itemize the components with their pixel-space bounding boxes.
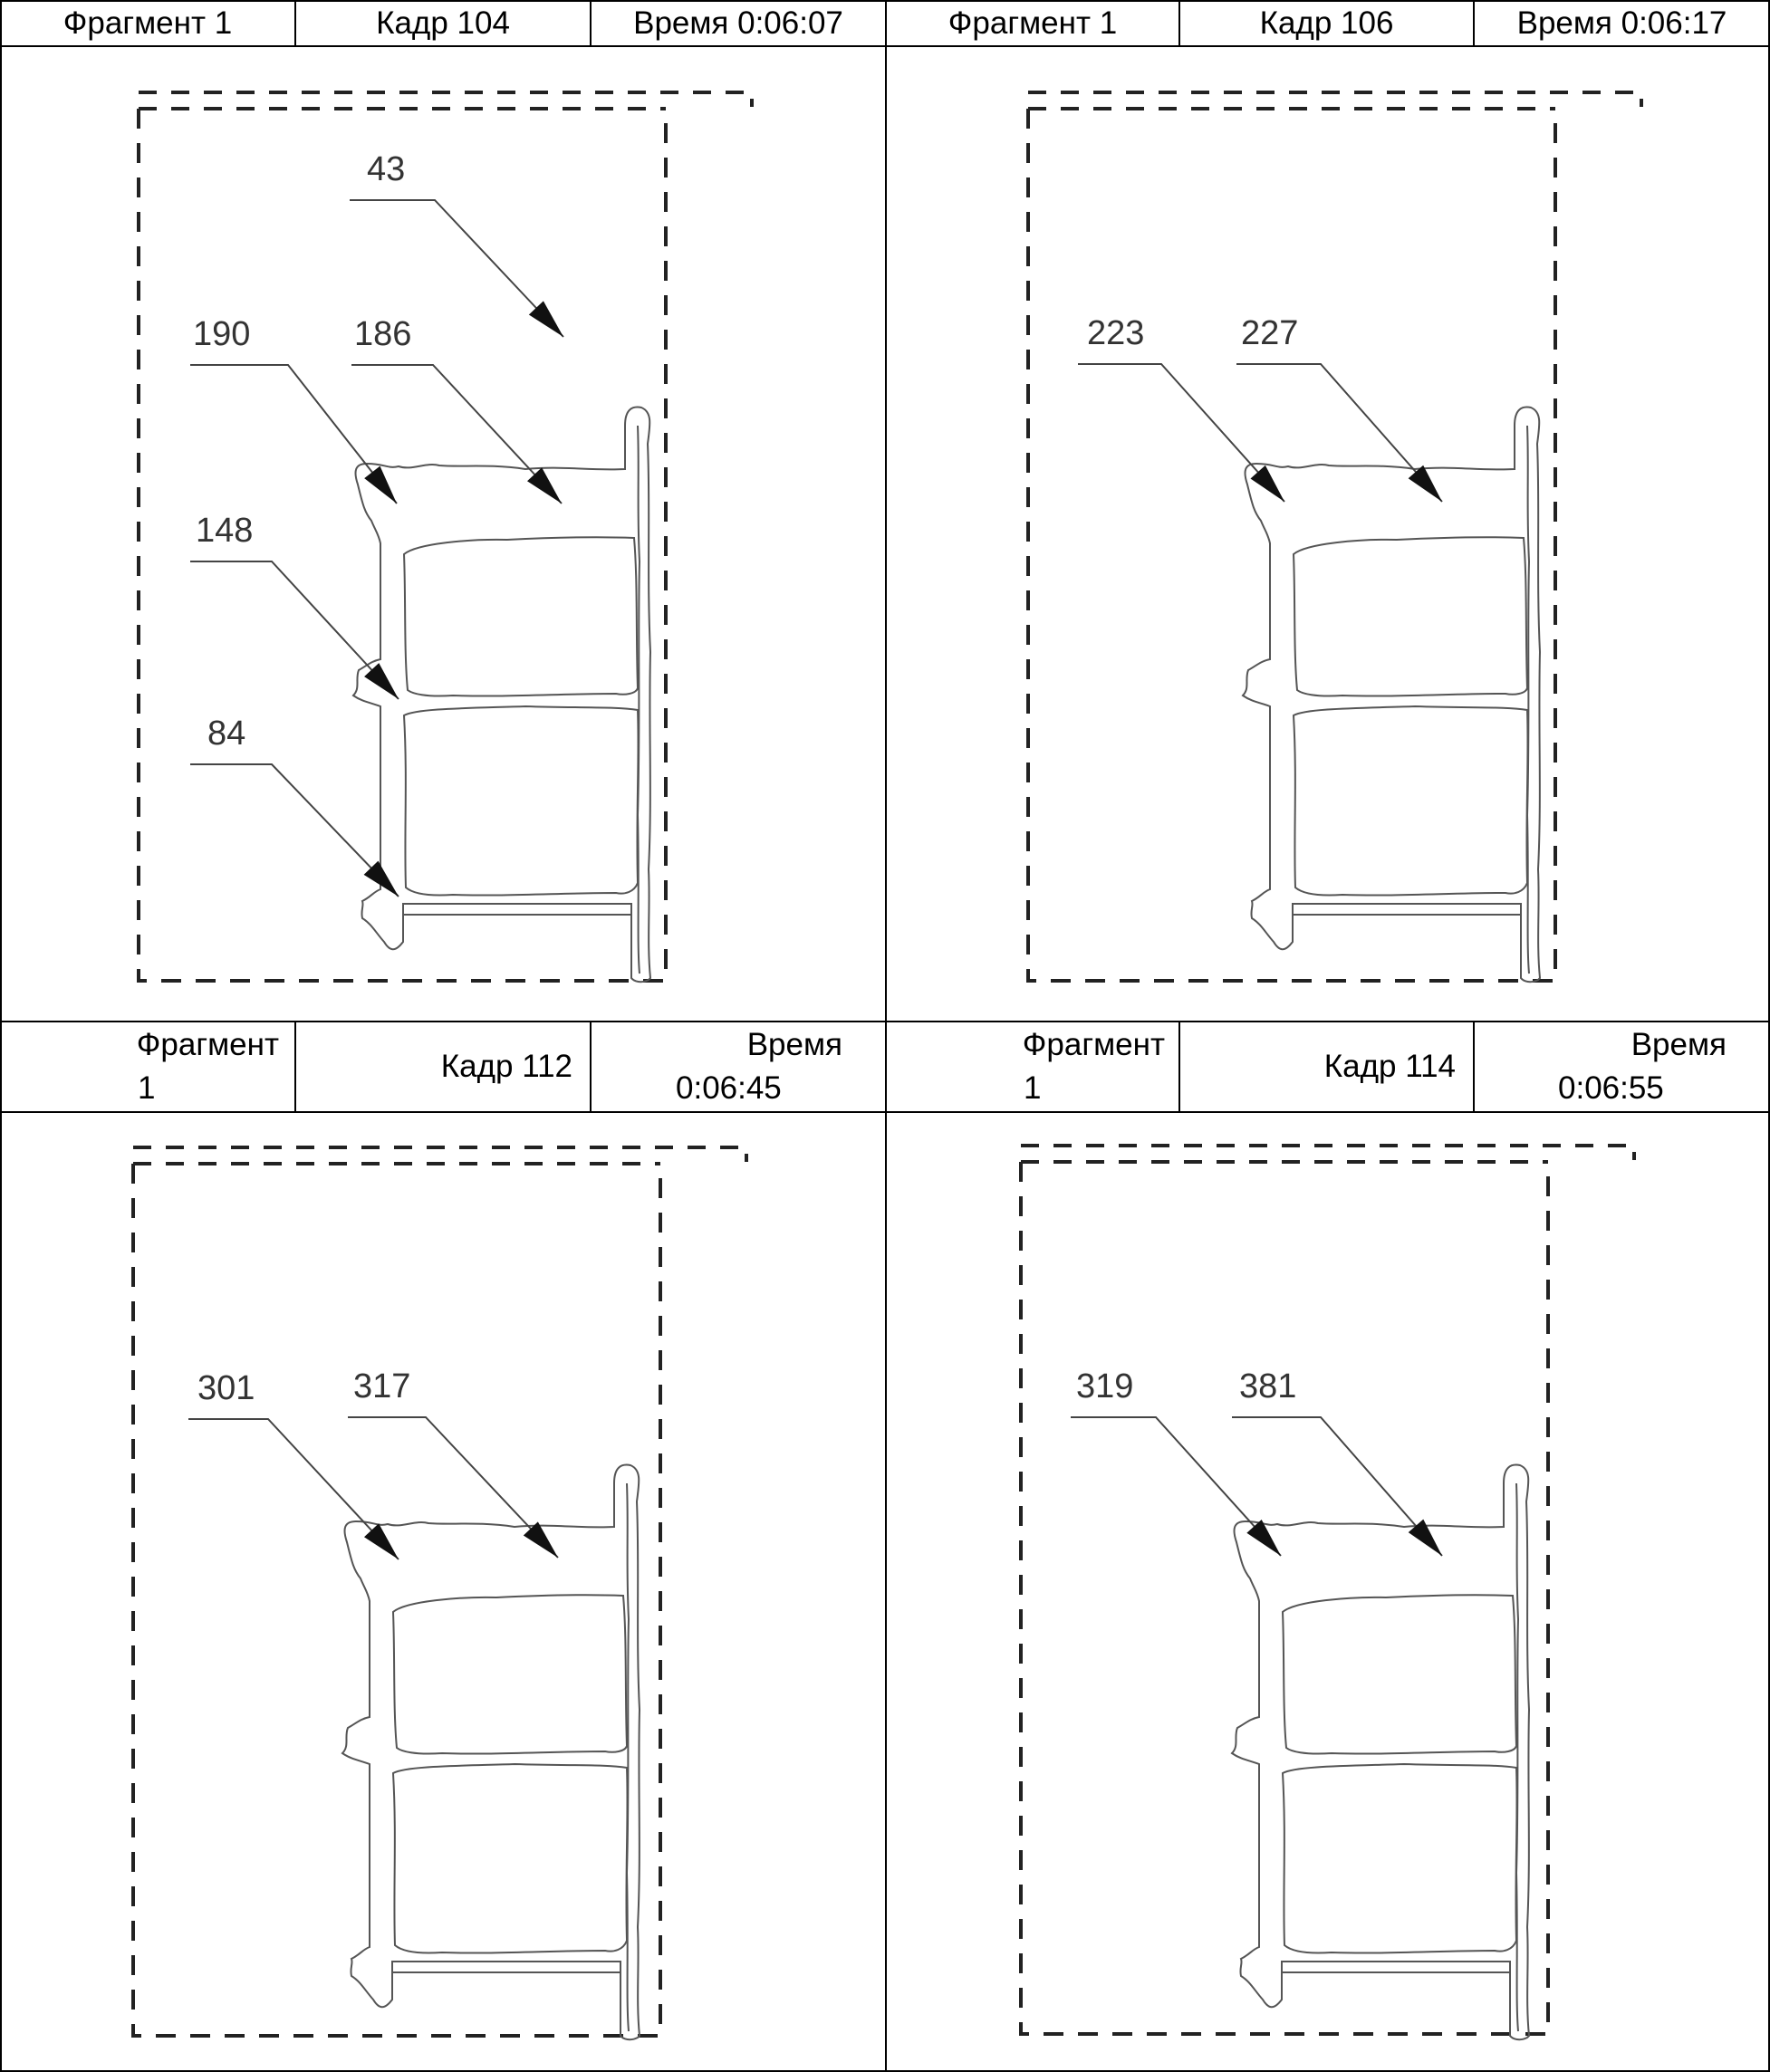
callout-number: 227	[1241, 314, 1299, 352]
drawing-frame-114	[1021, 1146, 1634, 2039]
time-value-4: 0:06:55	[1558, 1070, 1664, 1106]
time-label-4	[1474, 1022, 1770, 1112]
callout-leader-line	[1078, 364, 1284, 502]
callout-number: 148	[196, 512, 254, 550]
fragment-label-3	[0, 1022, 295, 1112]
time-word-4: Время	[1631, 1027, 1727, 1062]
fragment-number-3: 1	[138, 1070, 156, 1106]
time-label-1: Время 0:06:07	[633, 5, 843, 41]
callout-labels	[193, 150, 1298, 1407]
callout-number: 190	[193, 315, 251, 353]
fragment-label-4	[886, 1022, 1179, 1112]
callout-number: 317	[353, 1367, 411, 1405]
callout-number: 84	[207, 715, 246, 753]
drawing-frame-112	[133, 1147, 746, 2039]
frame-number-label-1: Кадр 104	[376, 5, 510, 41]
callout-arrowhead	[364, 466, 397, 504]
frame-number-label-2: Кадр 106	[1259, 5, 1394, 41]
callout-number: 381	[1239, 1367, 1297, 1405]
fragment-word-4: Фрагмент	[1022, 1027, 1165, 1062]
callout-arrowhead	[1409, 465, 1442, 502]
callout-arrowhead	[1409, 1520, 1442, 1556]
callout-number: 223	[1087, 314, 1145, 352]
time-value-3: 0:06:45	[676, 1070, 782, 1106]
fragment-label-1: Фрагмент 1	[63, 5, 233, 41]
callout-leader-line	[1071, 1417, 1281, 1556]
callout-number: 301	[197, 1369, 255, 1407]
callout-leader-line	[190, 365, 397, 504]
callout-number: 319	[1076, 1367, 1134, 1405]
fragment-word-3: Фрагмент	[136, 1027, 279, 1062]
time-word-3: Время	[746, 1027, 842, 1062]
callout-number: 43	[367, 150, 406, 188]
fragment-label-2: Фрагмент 1	[948, 5, 1118, 41]
fragment-number-4: 1	[1024, 1070, 1042, 1106]
time-label-3	[591, 1022, 886, 1112]
drawing-frame-106	[1028, 92, 1641, 982]
time-label-2: Время 0:06:17	[1516, 5, 1727, 41]
frame-number-label-4: Кадр 114	[1323, 1049, 1456, 1084]
frame-number-label-3: Кадр 112	[440, 1049, 572, 1084]
callout-arrowhead	[1250, 465, 1284, 502]
callout-number: 186	[354, 315, 412, 353]
